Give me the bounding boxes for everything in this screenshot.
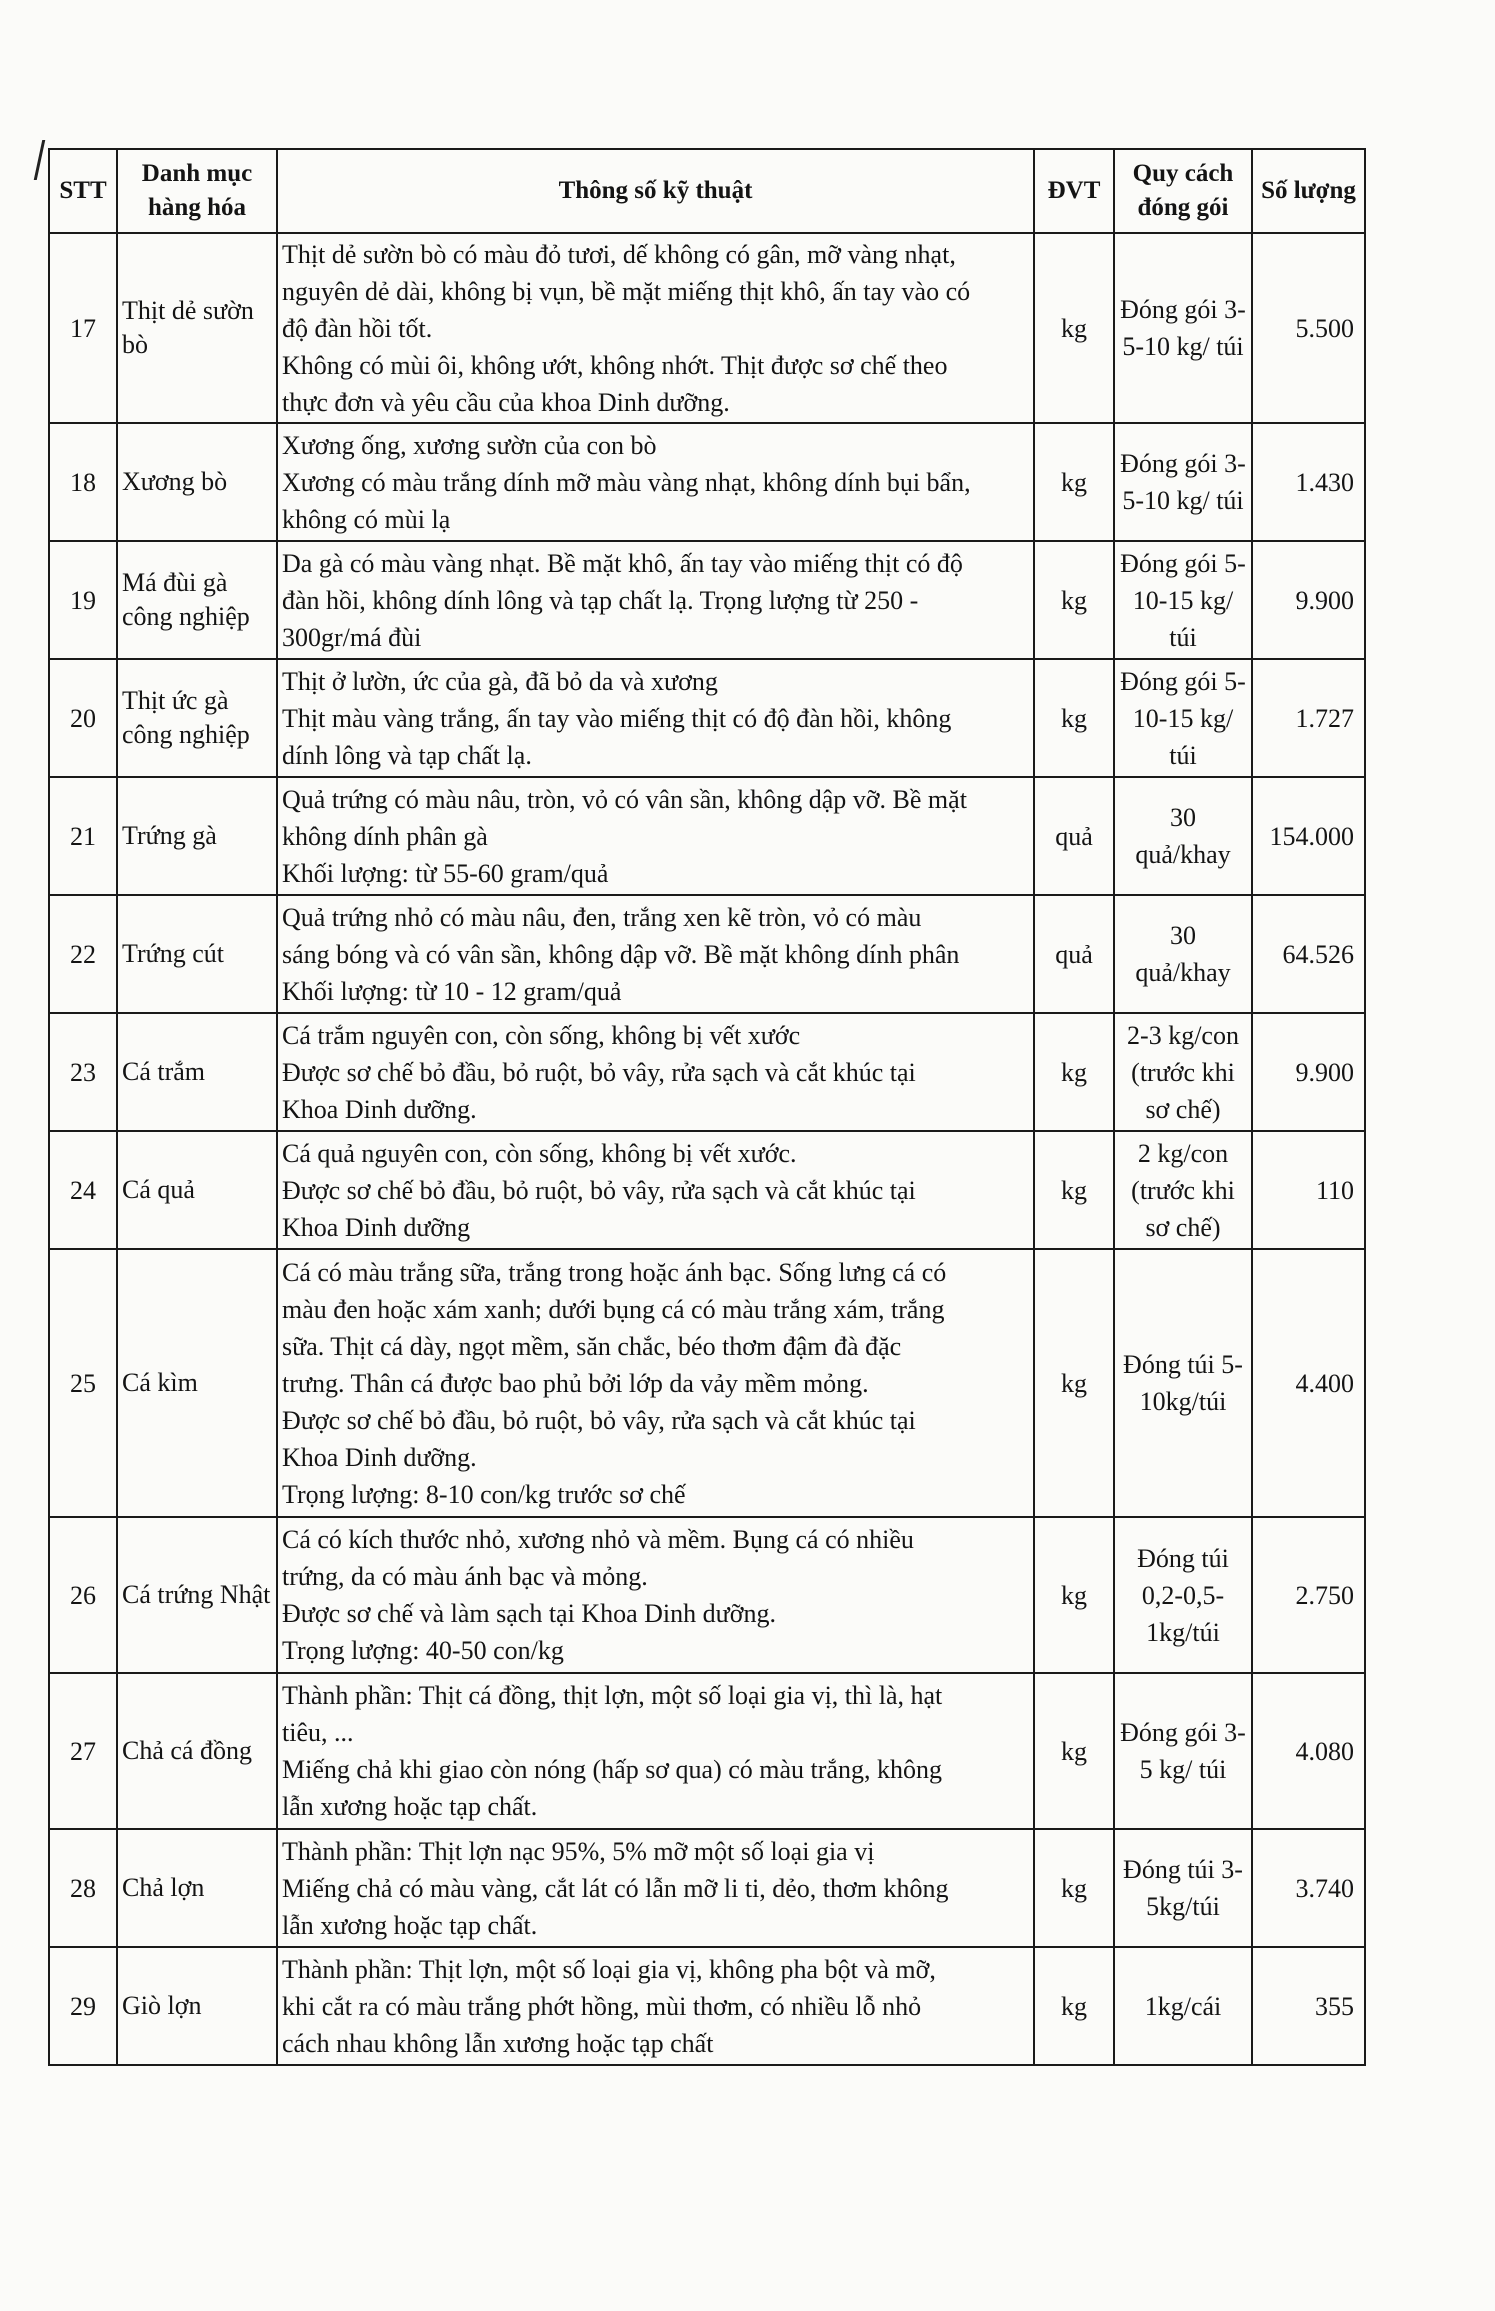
table-row (49, 1249, 1365, 1517)
item-name-cell: Chả lợn (117, 1829, 277, 1947)
technical-spec-cell: Cá có kích thước nhỏ, xương nhỏ và mềm. Bụng cá có nhiều trứng, da có màu ánh bạc và mỏng. Được sơ chế và làm sạch tại Khoa Dinh dưỡng. Trọng lượng: 40-50 con/kg (277, 1517, 1034, 1673)
header-stt: STT (49, 149, 117, 233)
table-row (49, 1829, 1365, 1947)
technical-spec-cell: Thành phần: Thịt lợn nạc 95%, 5% mỡ một số loại gia vị Miếng chả có màu vàng, cắt lát có lẫn mỡ li ti, dẻo, thơm không lẫn xương hoặc tạp chất. (277, 1829, 1034, 1947)
unit-cell: kg (1034, 1829, 1114, 1947)
technical-spec-cell: Thành phần: Thịt cá đồng, thịt lợn, một số loại gia vị, thì là, hạt tiêu, ... Miếng chả khi giao còn nóng (hấp sơ qua) có màu trắng, không lẫn xương hoặc tạp chất. (277, 1673, 1034, 1829)
table-row (49, 541, 1365, 659)
stt-cell: 28 (49, 1829, 117, 1947)
technical-spec-cell: Quả trứng có màu nâu, tròn, vỏ có vân sần, không dập vỡ. Bề mặt không dính phân gà Khối lượng: từ 55-60 gram/quả (277, 777, 1034, 895)
table-header-row (49, 149, 1365, 233)
packaging-cell: Đóng gói 5- 10-15 kg/ túi (1114, 659, 1252, 777)
quantity-cell: 4.400 (1252, 1249, 1365, 1517)
table-row (49, 1517, 1365, 1673)
stt-cell: 23 (49, 1013, 117, 1131)
item-name-cell: Má đùi gà công nghiệp (117, 541, 277, 659)
stt-cell: 26 (49, 1517, 117, 1673)
unit-cell: kg (1034, 1249, 1114, 1517)
header-unit: ĐVT (1034, 149, 1114, 233)
packaging-cell: 2-3 kg/con (trước khi sơ chế) (1114, 1013, 1252, 1131)
item-name-cell: Cá quả (117, 1131, 277, 1249)
unit-cell: quả (1034, 895, 1114, 1013)
technical-spec-cell: Thịt dẻ sườn bò có màu đỏ tươi, dế không có gân, mỡ vàng nhạt, nguyên dẻ dài, không bị vụn, bề mặt miếng thịt khô, ấn tay vào có độ đàn hồi tốt. Không có mùi ôi, không ướt, không nhớt. Thịt được sơ chế theo thực đơn và yêu cầu của khoa Dinh dưỡng. (277, 233, 1034, 423)
quantity-cell: 9.900 (1252, 1013, 1365, 1131)
quantity-cell: 5.500 (1252, 233, 1365, 423)
unit-cell: kg (1034, 1131, 1114, 1249)
quantity-cell: 355 (1252, 1947, 1365, 2065)
technical-spec-cell: Cá trắm nguyên con, còn sống, không bị vết xước Được sơ chế bỏ đầu, bỏ ruột, bỏ vây, rửa sạch và cắt khúc tại Khoa Dinh dưỡng. (277, 1013, 1034, 1131)
quantity-cell: 154.000 (1252, 777, 1365, 895)
stt-cell: 17 (49, 233, 117, 423)
unit-cell: kg (1034, 659, 1114, 777)
quantity-cell: 110 (1252, 1131, 1365, 1249)
item-name-cell: Trứng cút (117, 895, 277, 1013)
technical-spec-cell: Xương ống, xương sườn của con bò Xương có màu trắng dính mỡ màu vàng nhạt, không dính bụi bẩn, không có mùi lạ (277, 423, 1034, 541)
item-name-cell: Trứng gà (117, 777, 277, 895)
quantity-cell: 1.727 (1252, 659, 1365, 777)
unit-cell: kg (1034, 1517, 1114, 1673)
stt-cell: 21 (49, 777, 117, 895)
table-row (49, 423, 1365, 541)
packaging-cell: 30 quả/khay (1114, 895, 1252, 1013)
unit-cell: kg (1034, 1947, 1114, 2065)
header-packaging: Quy cách đóng gói (1114, 149, 1252, 233)
table-row (49, 1013, 1365, 1131)
table-row (49, 1947, 1365, 2065)
technical-spec-cell: Da gà có màu vàng nhạt. Bề mặt khô, ấn tay vào miếng thịt có độ đàn hồi, không dính lông và tạp chất lạ. Trọng lượng từ 250 - 300gr/má đùi (277, 541, 1034, 659)
header-item-name: Danh mục hàng hóa (117, 149, 277, 233)
quantity-cell: 2.750 (1252, 1517, 1365, 1673)
unit-cell: kg (1034, 233, 1114, 423)
item-name-cell: Thịt ức gà công nghiệp (117, 659, 277, 777)
packaging-cell: Đóng túi 3- 5kg/túi (1114, 1829, 1252, 1947)
stt-cell: 24 (49, 1131, 117, 1249)
item-name-cell: Cá trứng Nhật (117, 1517, 277, 1673)
table-row (49, 1131, 1365, 1249)
stt-cell: 22 (49, 895, 117, 1013)
packaging-cell: Đóng gói 5- 10-15 kg/ túi (1114, 541, 1252, 659)
quantity-cell: 4.080 (1252, 1673, 1365, 1829)
stt-cell: 29 (49, 1947, 117, 2065)
stt-cell: 19 (49, 541, 117, 659)
quantity-cell: 9.900 (1252, 541, 1365, 659)
packaging-cell: 2 kg/con (trước khi sơ chế) (1114, 1131, 1252, 1249)
table-row (49, 233, 1365, 423)
item-name-cell: Cá kìm (117, 1249, 277, 1517)
item-name-cell: Thịt dẻ sườn bò (117, 233, 277, 423)
table-row (49, 777, 1365, 895)
unit-cell: kg (1034, 1013, 1114, 1131)
stt-cell: 20 (49, 659, 117, 777)
packaging-cell: Đóng túi 0,2-0,5- 1kg/túi (1114, 1517, 1252, 1673)
packaging-cell: Đóng gói 3- 5-10 kg/ túi (1114, 233, 1252, 423)
stt-cell: 18 (49, 423, 117, 541)
packaging-cell: Đóng gói 3- 5-10 kg/ túi (1114, 423, 1252, 541)
item-name-cell: Cá trắm (117, 1013, 277, 1131)
goods-spec-table (48, 148, 1366, 2066)
packaging-cell: Đóng gói 3- 5 kg/ túi (1114, 1673, 1252, 1829)
table-body (49, 233, 1365, 2065)
technical-spec-cell: Quả trứng nhỏ có màu nâu, đen, trắng xen kẽ tròn, vỏ có màu sáng bóng và có vân sần, không dập vỡ. Bề mặt không dính phân Khối lượng: từ 10 - 12 gram/quả (277, 895, 1034, 1013)
item-name-cell: Giò lợn (117, 1947, 277, 2065)
header-technical-spec: Thông số kỹ thuật (277, 149, 1034, 233)
technical-spec-cell: Cá có màu trắng sữa, trắng trong hoặc ánh bạc. Sống lưng cá có màu đen hoặc xám xanh; dưới bụng cá có màu trắng xám, trắng sữa. Thịt cá dày, ngọt mềm, săn chắc, béo thơm đậm đà đặc trưng. Thân cá được bao phủ bởi lớp da vảy mềm mỏng. Được sơ chế bỏ đầu, bỏ ruột, bỏ vây, rửa sạch và cắt khúc tại Khoa Dinh dưỡng. Trọng lượng: 8-10 con/kg trước sơ chế (277, 1249, 1034, 1517)
quantity-cell: 1.430 (1252, 423, 1365, 541)
packaging-cell: 1kg/cái (1114, 1947, 1252, 2065)
technical-spec-cell: Cá quả nguyên con, còn sống, không bị vết xước. Được sơ chế bỏ đầu, bỏ ruột, bỏ vây, rửa sạch và cắt khúc tại Khoa Dinh dưỡng (277, 1131, 1034, 1249)
quantity-cell: 64.526 (1252, 895, 1365, 1013)
header-quantity: Số lượng (1252, 149, 1365, 233)
technical-spec-cell: Thành phần: Thịt lợn, một số loại gia vị, không pha bột và mỡ, khi cắt ra có màu trắng phớt hồng, mùi thơm, có nhiều lỗ nhỏ cách nhau không lẫn xương hoặc tạp chất (277, 1947, 1034, 2065)
stt-cell: 25 (49, 1249, 117, 1517)
quantity-cell: 3.740 (1252, 1829, 1365, 1947)
unit-cell: kg (1034, 541, 1114, 659)
item-name-cell: Chả cá đồng (117, 1673, 277, 1829)
stt-cell: 27 (49, 1673, 117, 1829)
table-row (49, 895, 1365, 1013)
packaging-cell: 30 quả/khay (1114, 777, 1252, 895)
table-row (49, 659, 1365, 777)
table-row (49, 1673, 1365, 1829)
unit-cell: quả (1034, 777, 1114, 895)
packaging-cell: Đóng túi 5- 10kg/túi (1114, 1249, 1252, 1517)
unit-cell: kg (1034, 1673, 1114, 1829)
technical-spec-cell: Thịt ở lườn, ức của gà, đã bỏ da và xương Thịt màu vàng trắng, ấn tay vào miếng thịt có độ đàn hồi, không dính lông và tạp chất lạ. (277, 659, 1034, 777)
unit-cell: kg (1034, 423, 1114, 541)
item-name-cell: Xương bò (117, 423, 277, 541)
